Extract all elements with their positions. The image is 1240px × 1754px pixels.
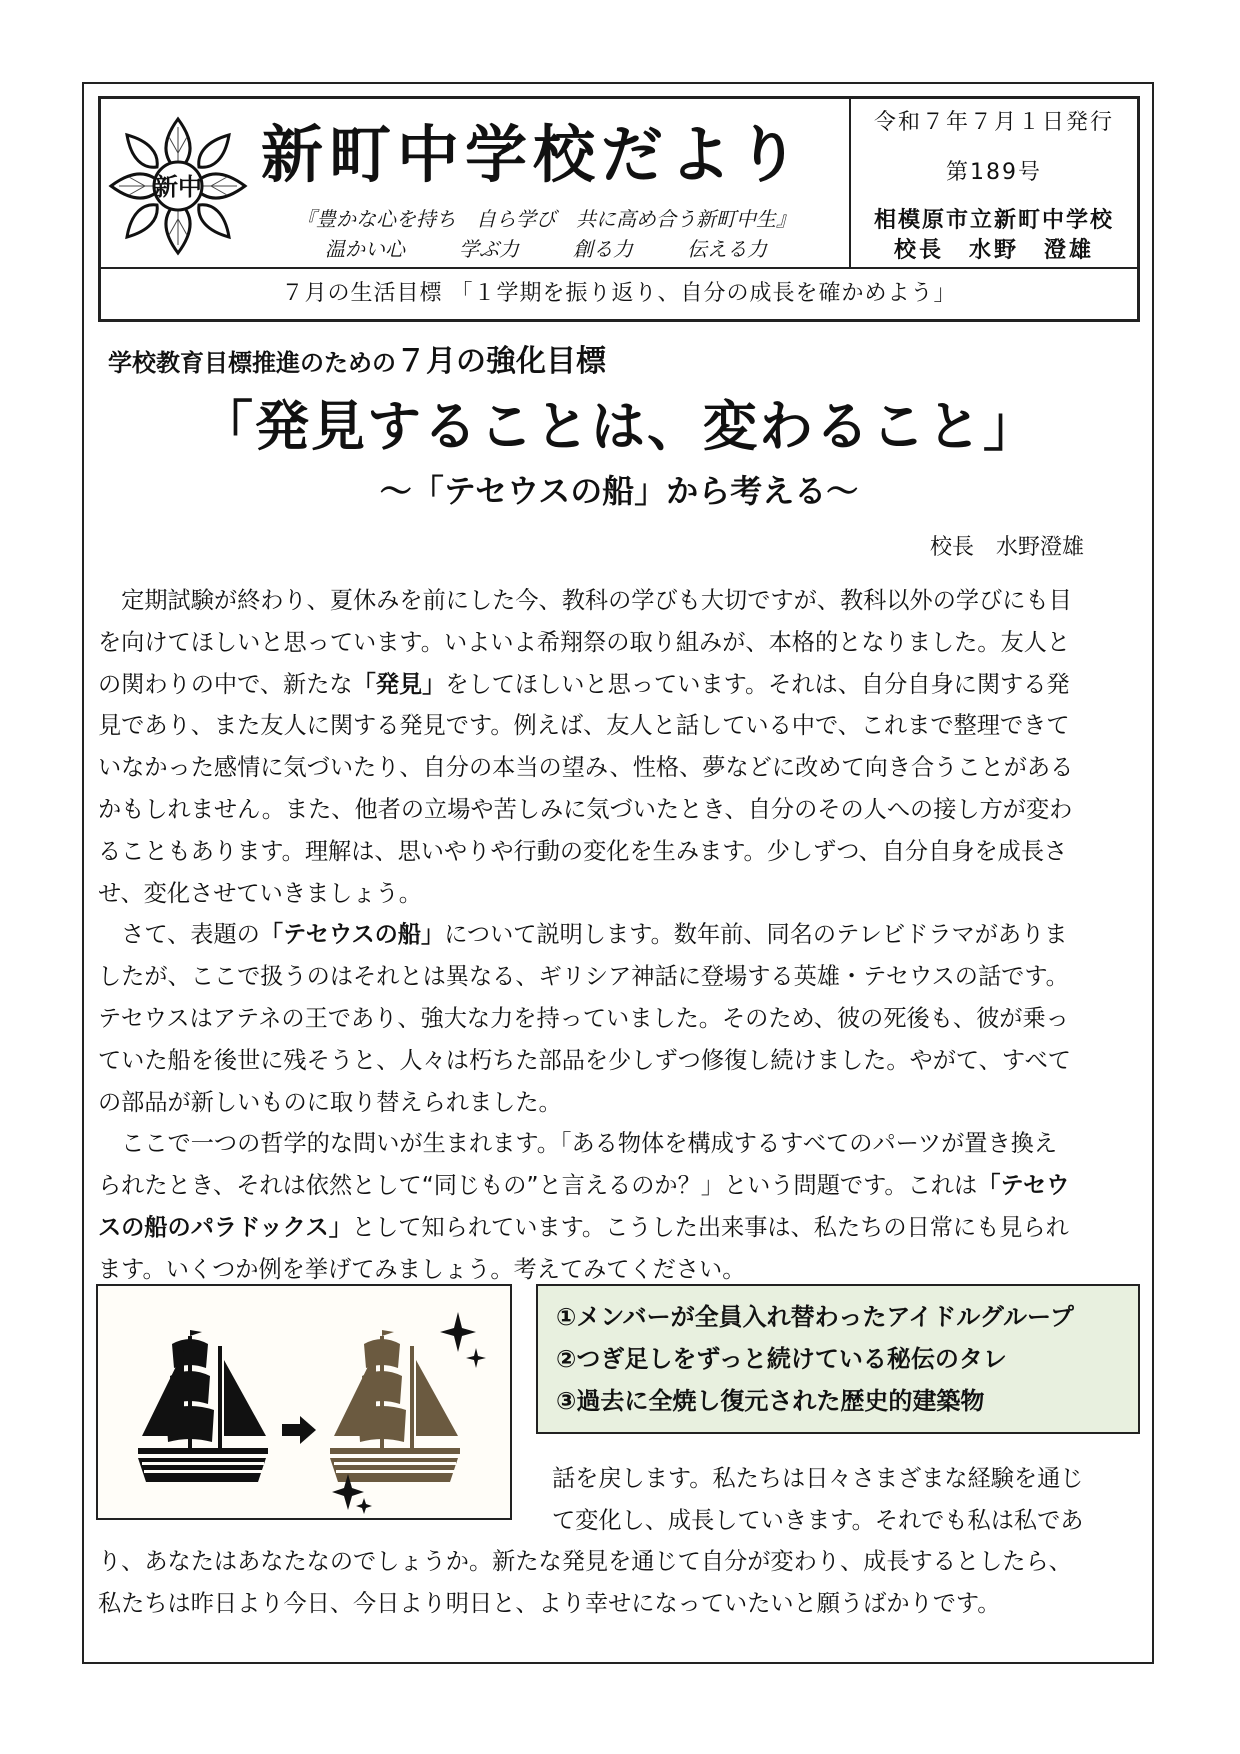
examples-box: [536, 1284, 1140, 1434]
issue-number: 第189号: [946, 160, 1042, 185]
paragraph-line: 見であり、また友人に関する発見です。例えば、友人と話している中で、これまで整理できて: [98, 712, 1070, 740]
text-run: さて、表題の: [98, 921, 260, 949]
paragraph-line: ることもあります。理解は、思いやりや行動の変化を生みます。少しずつ、自分自身を成長さ: [98, 837, 1068, 865]
value-item: 伝える力: [687, 237, 767, 261]
article-subhead: [108, 336, 606, 380]
text-run: をしてほしいと思っています。それは、自分自身に関する発: [445, 670, 1070, 698]
issue-date: 令和７年７月１日発行: [873, 110, 1114, 135]
text-run: られたとき、それは依然として“同じもの”と言えるのか？」という問題です。これは: [98, 1172, 978, 1200]
paragraph-line: ここで一つの哲学的な問いが生まれます。「ある物体を構成するすべてのパーツが置き換え: [98, 1130, 1058, 1158]
paragraph-line: [98, 664, 1138, 706]
paragraph-line: かもしれません。また、他者の立場や苦しみに気づいたとき、自分のその人への接し方が変わ: [98, 795, 1073, 823]
paragraph-line: ます。いくつか例を挙げてみましょう。考えてみてください。: [98, 1255, 746, 1283]
emphasis-paradox: 「テセウ: [977, 1172, 1070, 1200]
article-title: 「発見することは、変わること」: [199, 395, 1039, 458]
paragraph-line: [98, 914, 1138, 956]
paragraph-line: 定期試験が終わり、夏休みを前にした今、教科の学びも大切ですが、教科以外の学びにも目: [98, 587, 1072, 614]
masthead-title-block: [101, 99, 851, 267]
paragraph-line: を向けてほしいと思っています。いよいよ希翔祭の取り組みが、本格的となりました。友人と: [98, 628, 1071, 656]
text-run: の関わりの中で、新たな: [98, 670, 353, 698]
example-item: ①メンバーが全員入れ替わったアイドルグループ: [556, 1303, 1074, 1331]
paragraph-line: せ、変化させていきましょう。: [98, 879, 422, 907]
paragraph-line: 私たちは昨日より今日、今日より明日と、より幸せになっていたいと願うばかりです。: [98, 1589, 1001, 1617]
emphasis-paradox: スの船のパラドックス」: [98, 1213, 352, 1241]
paragraph-line: したが、ここで扱うのはそれとは異なる、ギリシア神話に登場する英雄・テセウスの話です。: [98, 963, 1069, 991]
principal-name: 校長 水野 澄雄: [893, 238, 1094, 263]
subhead-emphasis: ７月の強化目標: [396, 344, 606, 379]
monthly-life-goal: ７月の生活目標 「１学期を振り返り、自分の成長を確かめよう」: [101, 267, 1137, 319]
article-body: [98, 580, 1138, 1291]
newsletter-title: 新町中学校だより: [261, 118, 806, 191]
school-name: 相模原市立新町中学校: [873, 208, 1114, 233]
paragraph-line: て変化し、成長していきます。それでも私は私であ: [552, 1506, 1084, 1534]
arrow-icon: [282, 1416, 316, 1444]
paragraph-line: の部品が新しいものに取り替えられました。: [98, 1088, 562, 1116]
emphasis-discovery: 「発見」: [352, 670, 446, 698]
value-item: 温かい心: [325, 237, 405, 261]
school-values: [251, 233, 841, 262]
article-author: 校長 水野澄雄: [930, 535, 1085, 560]
paragraph-line: テセウスはアテネの王であり、強大な力を持っていました。そのため、彼の死後も、彼が乗っ: [98, 1004, 1069, 1032]
example-item: ③過去に全焼し復元された歴史的建築物: [556, 1387, 985, 1415]
article-subtitle: ～「テセウスの船」から考える～: [379, 472, 859, 510]
emphasis-theseus-ship: 「テセウスの船」: [259, 921, 445, 949]
article-closing: [98, 1458, 1138, 1624]
paragraph-line: ていた船を後世に残そうと、人々は朽ちた部品を少しずつ修復し続けました。やがて、すべて: [98, 1046, 1071, 1074]
example-item: ②つぎ足しをずっと続けている秘伝のタレ: [556, 1345, 1007, 1373]
text-run: について説明します。数年前、同名のテレビドラマがありま: [444, 921, 1068, 949]
value-item: 創る力: [573, 237, 633, 261]
value-item: 学ぶ力: [459, 237, 519, 261]
paragraph-line: [98, 1207, 1138, 1249]
issue-info: [851, 99, 1137, 267]
paragraph-line: 話を戻します。私たちは日々さまざまな経験を通じ: [552, 1465, 1084, 1492]
paragraph-line: いなかった感情に気づいたり、自分の本当の望み、性格、夢などに改めて向き合うことがある: [98, 754, 1074, 782]
paragraph-line: [98, 1165, 1138, 1207]
subhead-prefix: 学校教育目標推進のための: [108, 349, 396, 377]
masthead: [98, 96, 1140, 322]
emblem-lettering: 新中: [154, 173, 202, 201]
text-run: として知られています。こうした出来事は、私たちの日常にも見られ: [351, 1213, 1069, 1241]
paragraph-line: り、あなたはあなたなのでしょうか。新たな発見を通じて自分が変わり、成長するとしたら、: [98, 1548, 1072, 1575]
school-emblem: [105, 113, 251, 259]
school-motto: 『豊かな心を持ち 自ら学び 共に高め合う新町中生』: [296, 207, 796, 231]
